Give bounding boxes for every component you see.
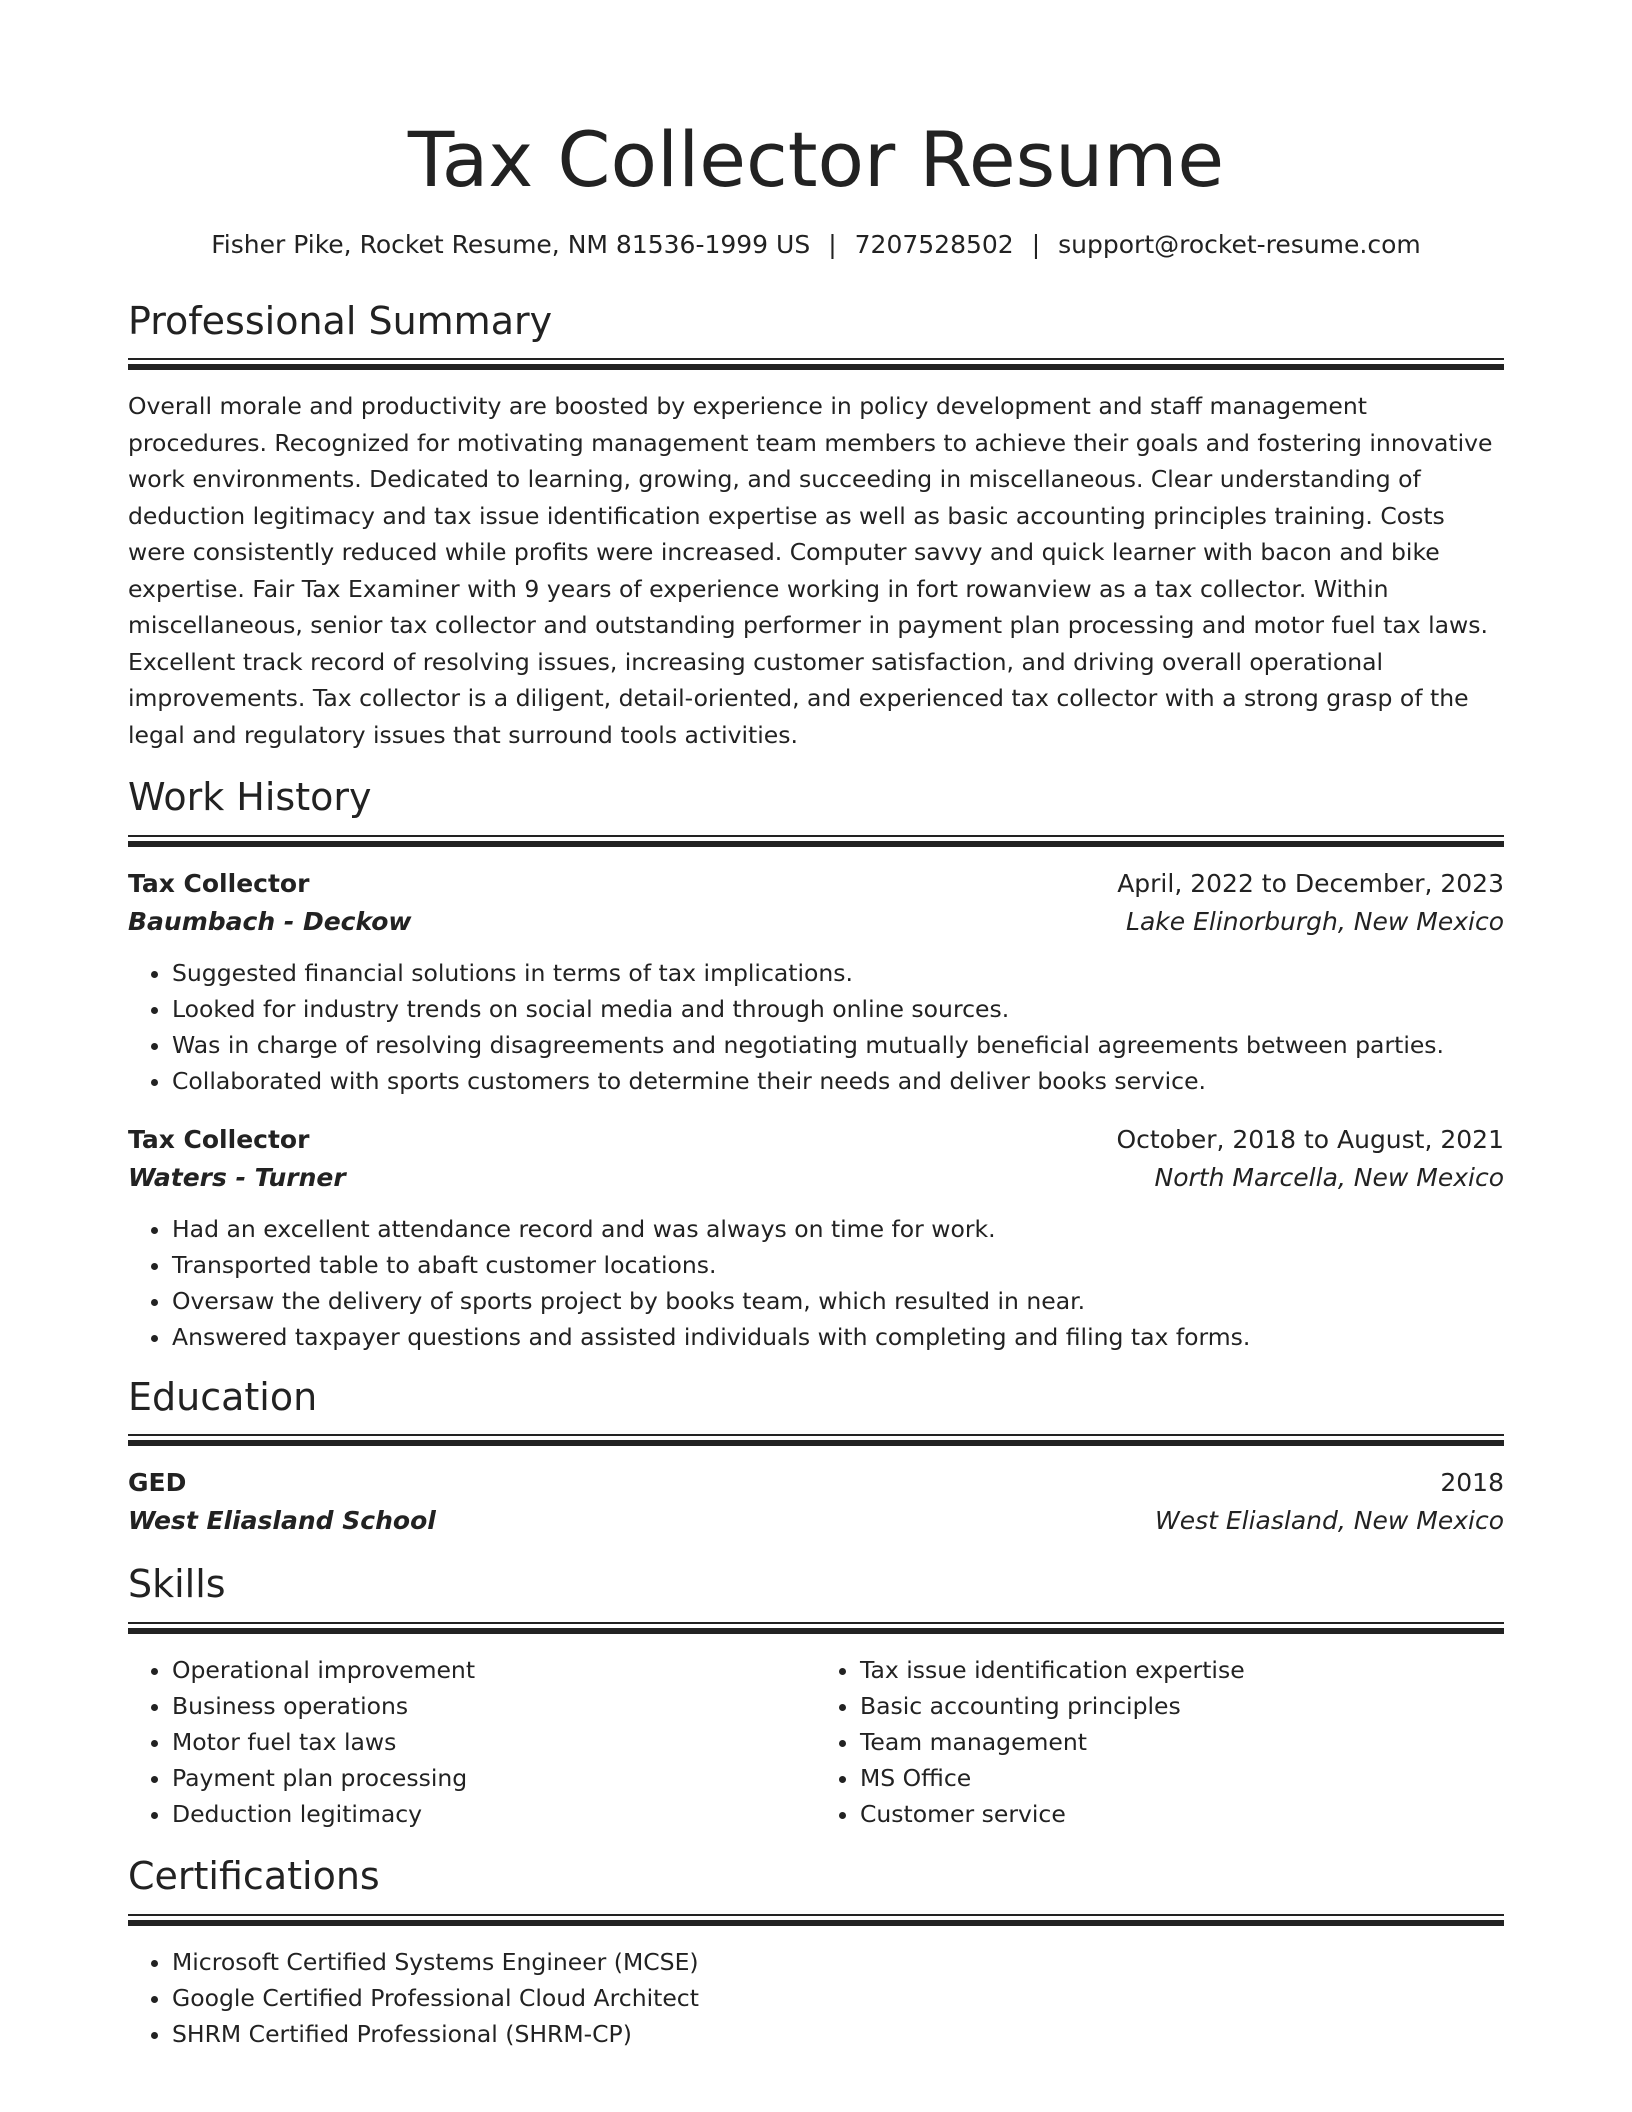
education-degree: GED bbox=[128, 1468, 187, 1498]
job-subheader-row bbox=[128, 1159, 1504, 1197]
job-header-row bbox=[128, 1121, 1504, 1159]
skill-item: • Operational improvement bbox=[172, 1652, 816, 1688]
job-duty: • Transported table to abaft customer locations. bbox=[172, 1247, 1504, 1283]
section-heading-certifications: Certifications bbox=[128, 1853, 380, 1898]
job-entry bbox=[128, 865, 1504, 1099]
job-duties-list bbox=[128, 955, 1504, 1099]
job-duty: • Looked for industry trends on social media and through online sources. bbox=[172, 991, 1504, 1027]
skill-item: • Customer service bbox=[860, 1796, 1504, 1832]
education-year: 2018 bbox=[1440, 1468, 1504, 1498]
section-heading-work-history: Work History bbox=[128, 775, 372, 820]
certification-item: • Google Certified Professional Cloud Architect bbox=[172, 1980, 1504, 2016]
job-location: Lake Elinorburgh, New Mexico bbox=[1126, 906, 1504, 936]
contact-email: support@rocket-resume.com bbox=[1058, 229, 1421, 259]
skills-list-right bbox=[816, 1652, 1504, 1832]
contact-line bbox=[128, 230, 1504, 259]
job-duty: • Suggested financial solutions in terms of tax implications. bbox=[172, 955, 1504, 991]
job-company: Waters - Turner bbox=[128, 1162, 346, 1192]
education-section bbox=[128, 1375, 1504, 1541]
summary-text: Overall morale and productivity are boosted by experience in policy development and staff management procedures. Recognized for motivating management team members to achieve their goals and fostering innovative work environments. Dedicated to learning, growing, and succeeding in miscellaneous. Clear understanding of deduction legitimacy and tax issue identification expertise as well as basic accounting principles training. Costs were consistently reduced while profits were increased. Computer savvy and quick learner with bacon and bike expertise. Fair Tax Examiner with 9 years of experience working in fort rowanview as a tax collector. Within miscellaneous, senior tax collector and outstanding performer in payment plan processing and motor fuel tax laws. Excellent track record of resolving issues, increasing customer satisfaction, and driving overall operational improvements. Tax collector is a diligent, detail-oriented, and experienced tax collector with a strong grasp of the legal and regulatory issues that surround tools activities. bbox=[128, 392, 1493, 749]
education-location: West Eliasland, New Mexico bbox=[1155, 1506, 1504, 1536]
certifications-section bbox=[128, 1854, 1504, 2052]
contact-separator: | bbox=[1031, 229, 1041, 259]
job-company: Baumbach - Deckow bbox=[128, 906, 412, 936]
section-divider bbox=[128, 1434, 1504, 1446]
job-dates: October, 2018 to August, 2021 bbox=[1116, 1124, 1504, 1154]
job-duty: • Collaborated with sports customers to determine their needs and deliver books service. bbox=[172, 1063, 1504, 1099]
section-divider bbox=[128, 358, 1504, 370]
skill-item: • MS Office bbox=[860, 1760, 1504, 1796]
job-subheader-row bbox=[128, 903, 1504, 941]
skills-section bbox=[128, 1562, 1504, 1832]
skills-list-left bbox=[128, 1652, 816, 1832]
job-title: Tax Collector bbox=[128, 868, 310, 898]
education-school: West Eliasland School bbox=[128, 1506, 436, 1536]
skills-grid bbox=[128, 1652, 1504, 1832]
certification-item: • SHRM Certified Professional (SHRM-CP) bbox=[172, 2016, 1504, 2052]
section-heading-summary: Professional Summary bbox=[128, 298, 553, 343]
job-entry bbox=[128, 1121, 1504, 1355]
job-duty: • Was in charge of resolving disagreements and negotiating mutually beneficial agreements between parties. bbox=[172, 1027, 1504, 1063]
work-history-section bbox=[128, 775, 1504, 1355]
section-divider bbox=[128, 1914, 1504, 1926]
summary-section bbox=[128, 299, 1504, 754]
job-duty: • Had an excellent attendance record and was always on time for work. bbox=[172, 1211, 1504, 1247]
education-header-row bbox=[128, 1464, 1504, 1502]
certification-item: • Microsoft Certified Systems Engineer (MCSE) bbox=[172, 1944, 1504, 1980]
resume-title: Tax Collector Resume bbox=[407, 115, 1225, 204]
skill-item: • Business operations bbox=[172, 1688, 816, 1724]
section-divider bbox=[128, 835, 1504, 847]
job-header-row bbox=[128, 865, 1504, 903]
certifications-list bbox=[128, 1944, 1504, 2052]
job-dates: April, 2022 to December, 2023 bbox=[1117, 868, 1504, 898]
skill-item: • Motor fuel tax laws bbox=[172, 1724, 816, 1760]
resume-page bbox=[128, 115, 1504, 2052]
skill-item: • Payment plan processing bbox=[172, 1760, 816, 1796]
section-heading-skills: Skills bbox=[128, 1562, 226, 1607]
job-duty: • Oversaw the delivery of sports project by books team, which resulted in near. bbox=[172, 1283, 1504, 1319]
section-heading-education: Education bbox=[128, 1374, 318, 1419]
contact-separator: | bbox=[828, 229, 837, 259]
job-title: Tax Collector bbox=[128, 1124, 310, 1154]
contact-address: Fisher Pike, Rocket Resume, NM 81536-1999 US bbox=[211, 229, 811, 259]
job-duty: • Answered taxpayer questions and assisted individuals with completing and filing tax forms. bbox=[172, 1319, 1504, 1355]
job-location: North Marcella, New Mexico bbox=[1154, 1162, 1504, 1192]
skill-item: • Tax issue identification expertise bbox=[860, 1652, 1504, 1688]
skill-item: • Basic accounting principles bbox=[860, 1688, 1504, 1724]
skill-item: • Deduction legitimacy bbox=[172, 1796, 816, 1832]
skill-item: • Team management bbox=[860, 1724, 1504, 1760]
education-subheader-row bbox=[128, 1502, 1504, 1540]
contact-phone: 7207528502 bbox=[854, 229, 1014, 259]
job-duties-list bbox=[128, 1211, 1504, 1355]
section-divider bbox=[128, 1622, 1504, 1634]
